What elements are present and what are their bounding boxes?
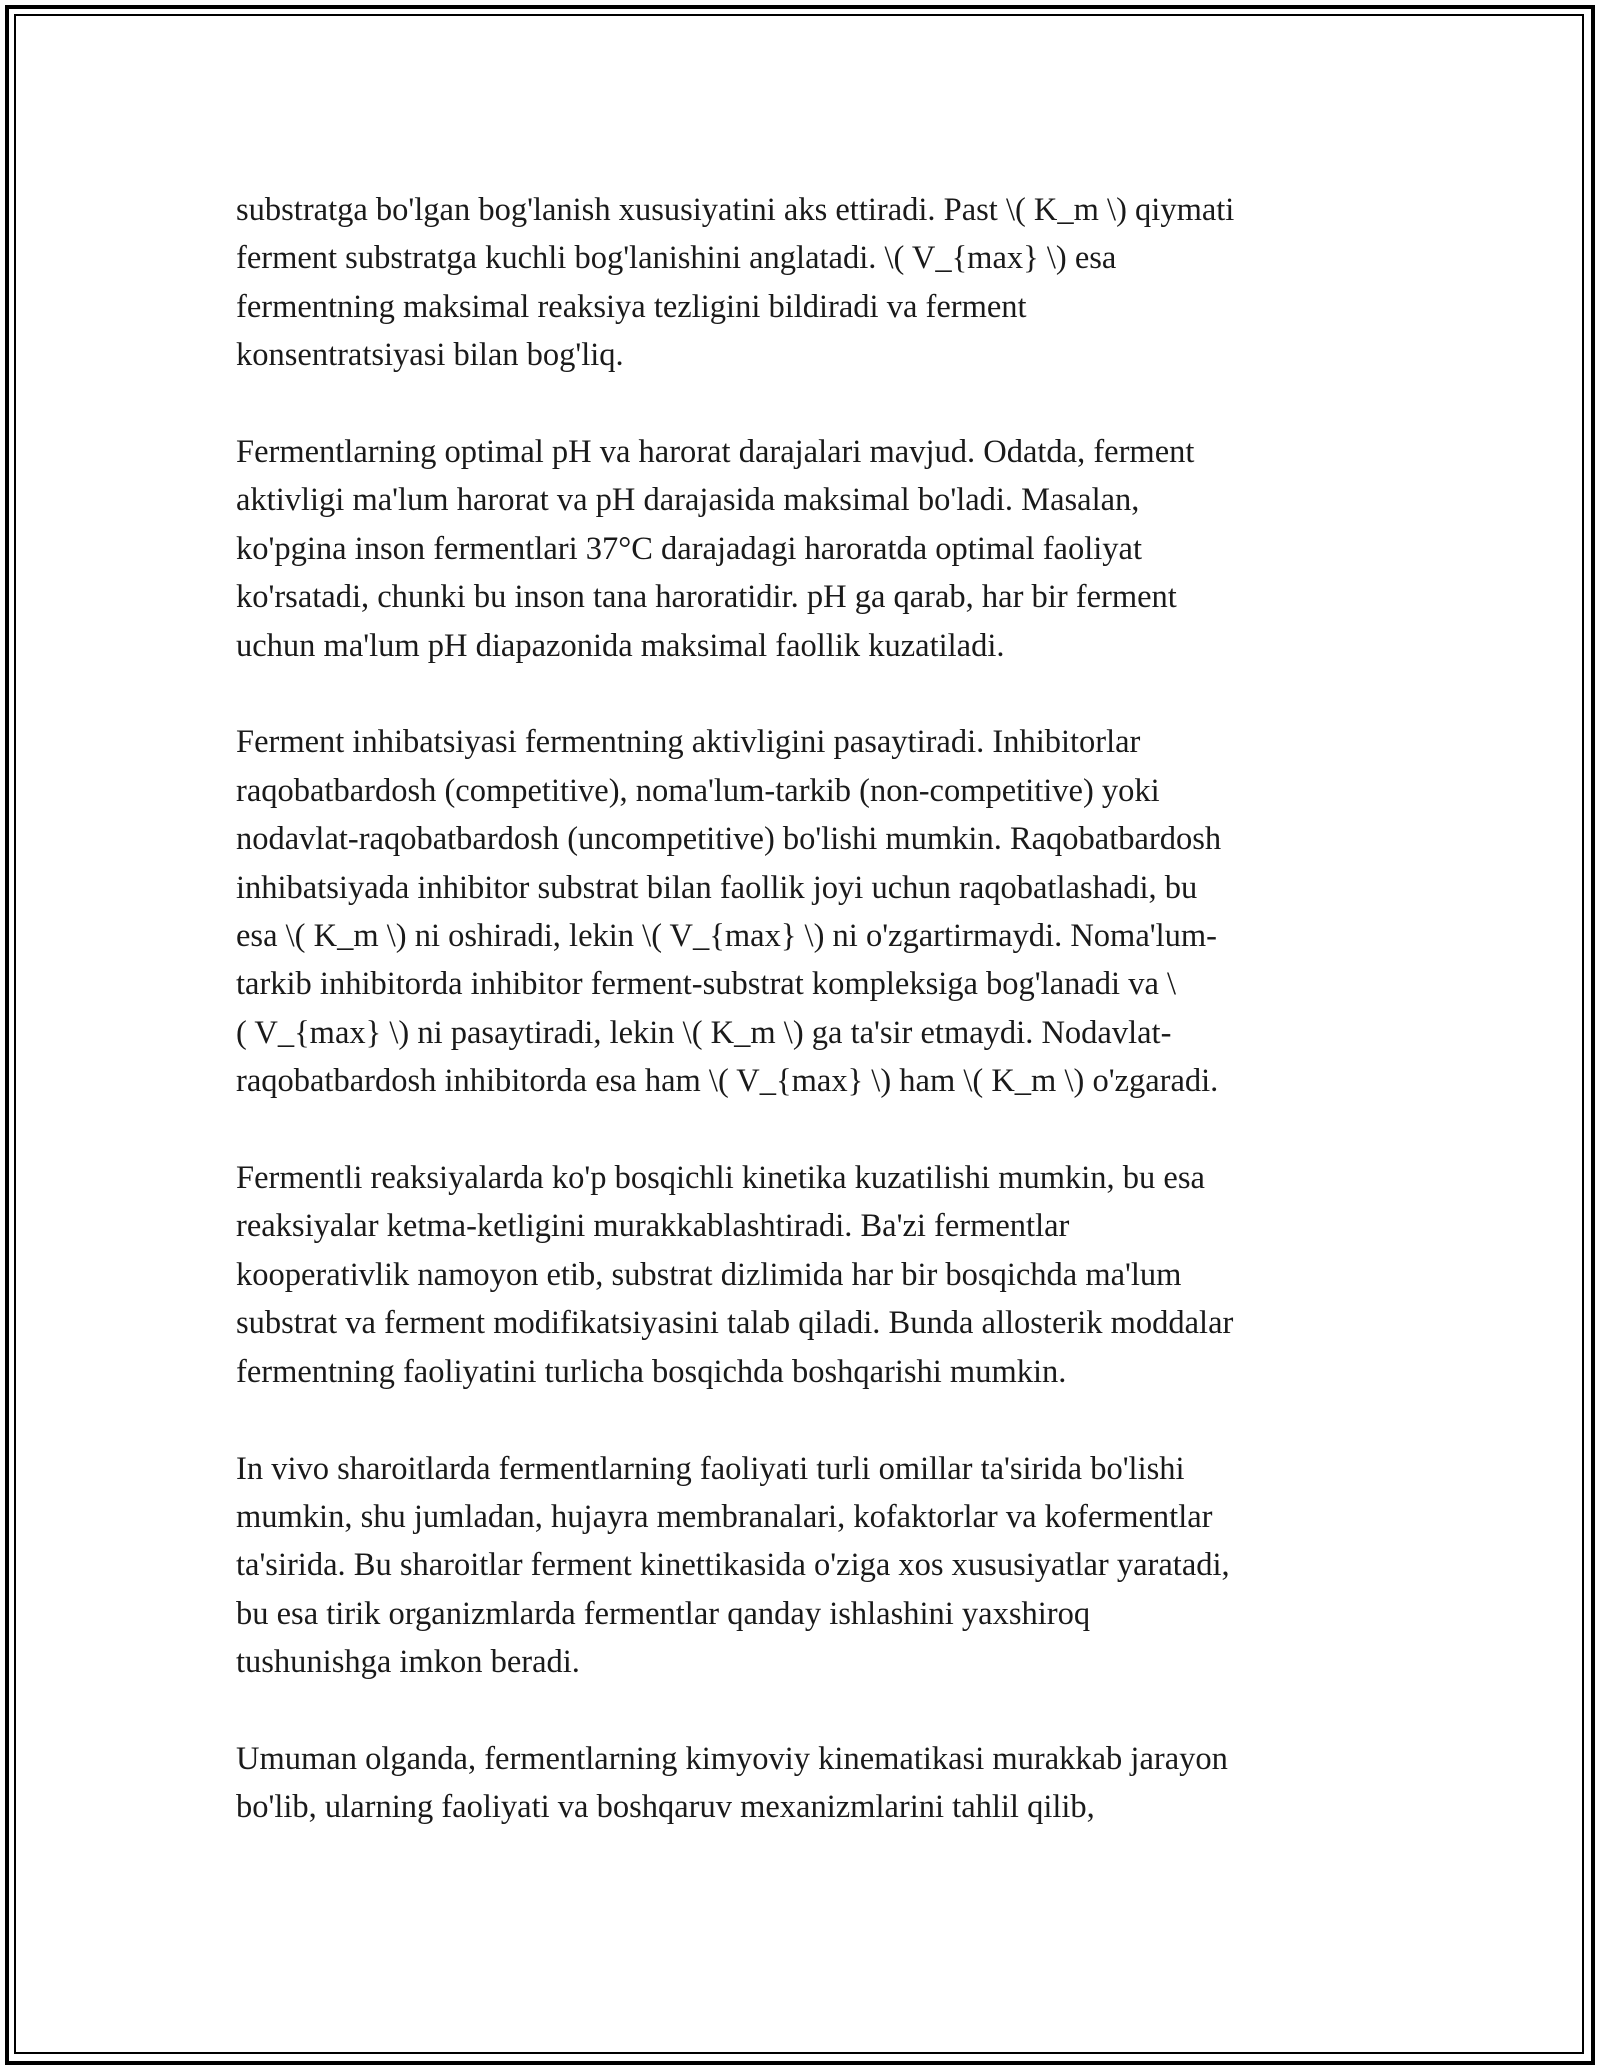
text-line: Umuman olganda, fermentlarning kimyoviy kinematikasi murakkab jarayon [236,1740,1228,1777]
text-line: bu esa tirik organizmlarda fermentlar qanday ishlashini yaxshiroq [236,1595,1091,1632]
text-line: bo'lib, ularning faoliyati va boshqaruv mexanizmlarini tahlil qilib, [236,1789,1095,1826]
text-line: inhibatsiyada inhibitor substrat bilan faollik joyi uchun raqobatlashadi, bu [236,869,1198,906]
text-line: In vivo sharoitlarda fermentlarning faoliyati turli omillar ta'sirida bo'lishi [236,1450,1185,1487]
document-body [236,186,1366,1832]
text-line: kooperativlik namoyon etib, substrat dizlimida har bir bosqichda ma'lum [236,1256,1182,1293]
text-line: Fermentlarning optimal pH va harorat darajalari mavjud. Odatda, ferment [236,434,1195,471]
text-line: raqobatbardosh inhibitorda esa ham \( V_{max} \) ham \( K_m \) o'zgaradi. [236,1063,1219,1100]
text-line: Ferment inhibatsiyasi fermentning aktivligini pasaytiradi. Inhibitorlar [236,724,1141,761]
text-line: substratga bo'lgan bog'lanish xususiyatini aks ettiradi. Past \( K_m \) qiymati [236,192,1235,228]
text-line: nodavlat-raqobatbardosh (uncompetitive) bo'lishi mumkin. Raqobatbardosh [236,821,1222,858]
paragraph-4 [236,1154,1366,1396]
text-line: uchun ma'lum pH diapazonida maksimal faollik kuzatiladi. [236,627,1005,664]
text-line: ko'pgina inson fermentlari 37°C darajadagi haroratda optimal faoliyat [236,530,1142,567]
text-line: ferment substratga kuchli bog'lanishini anglatadi. \( V_{max} \) esa [236,240,1117,277]
text-line: ta'sirida. Bu sharoitlar ferment kinettikasida o'ziga xos xususiyatlar yaratadi, [236,1547,1230,1584]
text-line: esa \( K_m \) ni oshiradi, lekin \( V_{max} \) ni o'zgartirmaydi. Noma'lum- [236,918,1217,955]
text-line: fermentning maksimal reaksiya tezligini bildiradi va ferment [236,288,1027,325]
text-line: konsentratsiyasi bilan bog'liq. [236,337,624,374]
text-line: ko'rsatadi, chunki bu inson tana haroratidir. pH ga qarab, har bir ferment [236,579,1177,616]
text-line: Fermentli reaksiyalarda ko'p bosqichli kinetika kuzatilishi mumkin, bu esa [236,1160,1205,1197]
paragraph-6 [236,1735,1366,1832]
text-line: substrat va ferment modifikatsiyasini talab qiladi. Bunda allosterik moddalar [236,1305,1234,1342]
text-line: mumkin, shu jumladan, hujayra membranalari, kofaktorlar va kofermentlar [236,1498,1213,1535]
text-line: raqobatbardosh (competitive), noma'lum-tarkib (non-competitive) yoki [236,772,1160,809]
paragraph-3 [236,718,1366,1105]
text-line: reaksiyalar ketma-ketligini murakkablashtiradi. Ba'zi fermentlar [236,1208,1070,1245]
paragraph-5 [236,1445,1366,1687]
paragraph-2 [236,428,1366,670]
text-line: fermentning faoliyatini turlicha bosqichda boshqarishi mumkin. [236,1353,1067,1390]
text-line: aktivligi ma'lum harorat va pH darajasida maksimal bo'ladi. Masalan, [236,482,1140,519]
text-line: ( V_{max} \) ni pasaytiradi, lekin \( K_m \) ga ta'sir etmaydi. Nodavlat- [236,1014,1172,1051]
text-line: tarkib inhibitorda inhibitor ferment-substrat kompleksiga bog'lanadi va \ [236,966,1177,1003]
text-line: tushunishga imkon beradi. [236,1644,580,1681]
paragraph-1 [236,186,1366,380]
